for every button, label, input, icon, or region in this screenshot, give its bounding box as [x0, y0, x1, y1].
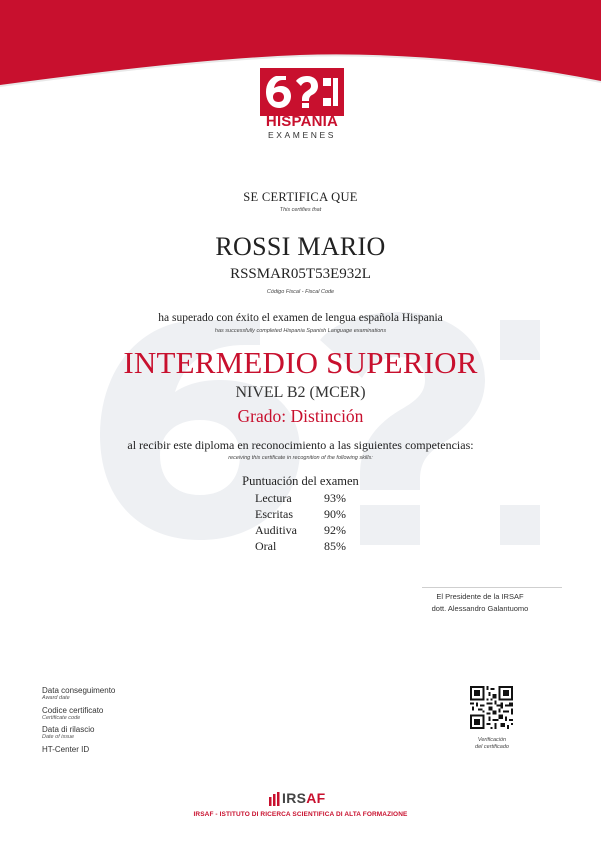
detail-ht-center-id [42, 745, 89, 754]
verification-label [452, 737, 532, 751]
irsaf-wordmark [282, 791, 326, 806]
scores-title: Puntuación del examen [242, 474, 359, 488]
score-row [255, 523, 375, 539]
score-skill: Escritas [255, 507, 293, 521]
detail-label: Data conseguimento [42, 686, 116, 695]
certifies-label-en: This certifies that [279, 207, 322, 213]
hispania-logo [260, 68, 344, 142]
fiscal-code: RSSMAR05T53E932L [230, 266, 371, 282]
score-row [255, 539, 375, 555]
detail-sublabel: Date of issue [42, 734, 75, 740]
qr-code-icon[interactable] [470, 686, 513, 729]
brand-name: HISPANIA [265, 113, 339, 130]
brand-subtitle: EXAMENES [267, 130, 337, 140]
passed-text-en: has successfully completed Hispania Spanish Language examinations [214, 328, 387, 334]
hispania-logo-mark-icon [260, 68, 344, 116]
score-value: 85% [324, 539, 346, 553]
score-skill: Lectura [255, 491, 292, 505]
detail-label: HT-Center ID [42, 745, 90, 754]
irsaf-wordmark-af: AF [306, 790, 326, 806]
score-row [255, 491, 375, 507]
passed-text: ha superado con éxito el examen de lengua española Hispania [158, 312, 443, 324]
candidate-name: ROSSI MARIO [215, 232, 386, 261]
score-value: 90% [324, 507, 346, 521]
score-row [255, 507, 375, 523]
level-title: INTERMEDIO SUPERIOR [123, 345, 478, 380]
detail-sublabel: Award date [42, 695, 70, 701]
detail-label: Codice certificato [42, 706, 104, 715]
score-skill: Oral [255, 539, 277, 553]
irsaf-logo [268, 791, 334, 807]
score-value: 93% [324, 491, 346, 505]
detail-label: Data di rilascio [42, 725, 95, 734]
level-code: NIVEL B2 (MCER) [235, 384, 366, 401]
irsaf-bars-icon [268, 792, 282, 806]
signature-title: El Presidente de la IRSAF [436, 592, 524, 601]
detail-award-date [42, 686, 115, 702]
certifies-label: SE CERTIFICA QUE [243, 190, 358, 204]
footer-institute: IRSAF - ISTITUTO DI RICERCA SCIENTIFICA DI ALTA FORMAZIONE [193, 811, 408, 818]
detail-certificate-code [42, 706, 103, 722]
grade: Grado: Distinción [237, 406, 364, 426]
fiscal-code-label: Código Fiscal - Fiscal Code [266, 289, 335, 295]
detail-sublabel: Certificate code [42, 715, 81, 721]
irsaf-wordmark-irs: IRS [282, 790, 307, 806]
signature-line [422, 587, 562, 588]
signature-name: dott. Alessandro Galantuomo [431, 604, 529, 613]
recognition-text: al recibir este diploma en reconocimiento a las siguientes competencias: [127, 438, 474, 452]
recognition-text-en: receiving this certificate in recognition of the following skills: [228, 455, 373, 461]
verification-line2: del certificado [475, 744, 509, 750]
verification-line1: Verificación [477, 737, 507, 743]
scores-table [255, 491, 375, 555]
detail-date-of-issue [42, 725, 94, 741]
score-value: 92% [324, 523, 346, 537]
score-skill: Auditiva [255, 523, 297, 537]
